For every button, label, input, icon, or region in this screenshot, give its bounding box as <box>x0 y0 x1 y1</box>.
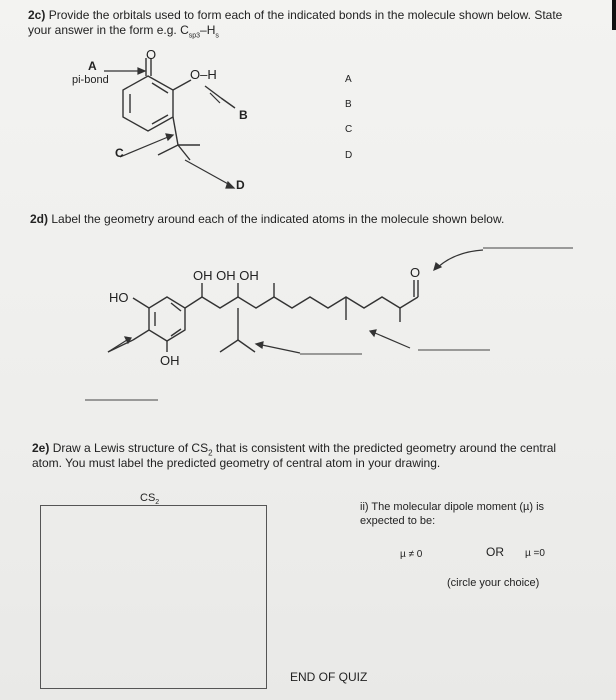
label-D: D <box>236 178 245 192</box>
label-A: A <box>88 59 97 73</box>
box-label: $CS_2$ <box>140 492 160 507</box>
answer-B: B <box>345 99 352 110</box>
dipole-line1: ii) The molecular dipole moment (µ) is <box>360 501 545 513</box>
label-B: B <box>239 108 248 122</box>
q2d-question: 2d) Label the geometry around each of the indicated atoms in the molecule shown below. <box>30 212 505 226</box>
q2e-line1: 2e) Draw a Lewis structure of $CS_2$ that is consistent with the predicted geometry around the central <box>32 441 557 458</box>
label-C: C <box>115 146 124 160</box>
label-HO: HO <box>109 290 129 305</box>
q2e-line2: atom. You must label the predicted geometry of central atom in your drawing. <box>32 456 441 470</box>
label-O-1: O <box>146 47 157 62</box>
label-OH: O–H <box>190 67 217 82</box>
label-oh-bottom: OH <box>160 353 180 368</box>
lewis-structure-box[interactable] <box>40 505 267 689</box>
end-of-quiz: END OF QUIZ <box>290 670 368 684</box>
circle-choice-note: (circle your choice) <box>447 577 540 589</box>
dipole-line2: expected to be: <box>360 515 436 527</box>
q2c-line2: your answer in the form e.g. $C_{sp3}-H_s$ <box>28 23 219 40</box>
dipole-or: OR <box>486 545 504 559</box>
dipole-option-nonzero[interactable]: µ ≠ 0 <box>400 549 423 560</box>
label-O-2: O <box>410 265 421 280</box>
label-pi-bond: pi-bond <box>72 74 109 86</box>
q2c-line1: 2c) Provide the orbitals used to form each of the indicated bonds in the molecule shown below. State <box>28 8 563 22</box>
answer-C: C <box>345 124 353 135</box>
label-oh-top: OH OH OH <box>193 268 259 283</box>
answer-A: A <box>345 74 352 85</box>
answer-D: D <box>345 150 353 161</box>
dipole-option-zero[interactable]: µ =0 <box>525 548 545 559</box>
